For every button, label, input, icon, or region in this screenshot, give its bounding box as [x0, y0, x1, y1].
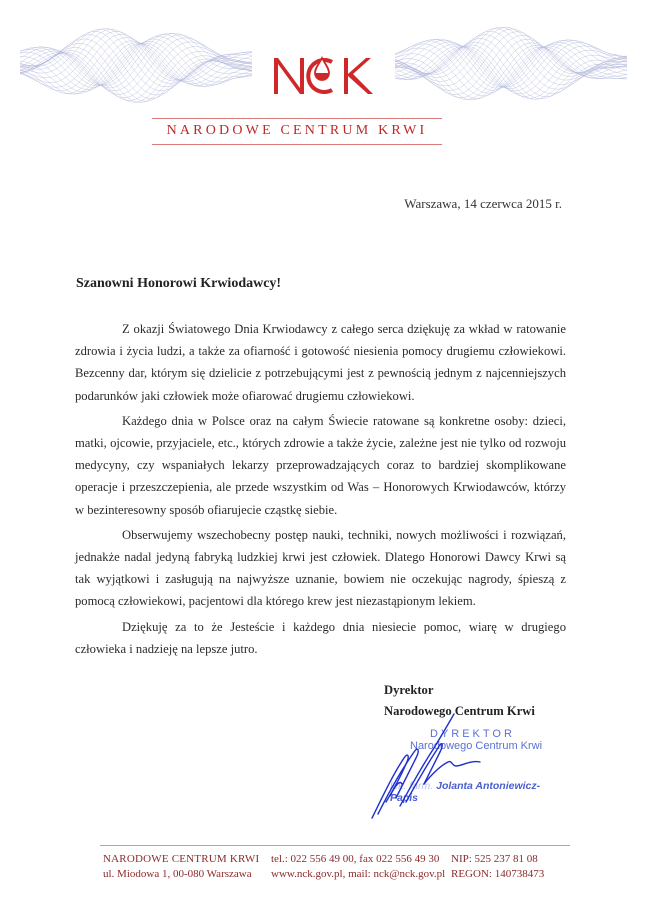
nck-logo [270, 52, 390, 98]
guilloche-line [20, 39, 252, 99]
footer-web-mail[interactable]: www.nck.gov.pl, mail: nck@nck.gov.pl [271, 868, 446, 880]
guilloche-line [395, 29, 627, 85]
guilloche-line [395, 41, 627, 90]
footer-rule [100, 845, 570, 846]
handwritten-signature [370, 710, 490, 820]
guilloche-line [20, 47, 252, 102]
guilloche-line [20, 39, 252, 87]
guilloche-line [395, 41, 627, 89]
guilloche-line [20, 43, 252, 94]
footer-registration [451, 852, 544, 882]
footer-street-address: ul. Miodowa 1, 00-080 Warszawa [103, 868, 252, 880]
signatory-organization: Narodowego Centrum Krwi [384, 704, 535, 718]
letterhead [0, 0, 650, 160]
guilloche-line [395, 46, 627, 100]
stamp-prefix: lek. farm. [390, 780, 434, 792]
footer-org-name: NARODOWE CENTRUM KRWI [103, 853, 260, 865]
organization-name: NARODOWE CENTRUM KRWI [166, 123, 428, 138]
guilloche-line [20, 35, 252, 95]
footer-address [103, 852, 259, 882]
letter-body [75, 318, 566, 663]
guilloche-line [395, 29, 627, 86]
footer-regon: REGON: 140738473 [451, 868, 545, 880]
paragraph: Z okazji Światowego Dnia Krwiodawcy z całego serca dziękuję za wkład w ratowanie zdrowia i życia ludzi, a także za ofiarność i gotowość niesienia pomocy drugiemu człowiekowi. Bezcenny dar, którym się dzielicie z potrzebującymi jest z pewnością jednym z najcenniejszych podarunków jaki człowiek może ofiarować drugiemu człowiekowi. [75, 322, 566, 403]
signatory-title: Dyrektor [384, 683, 434, 697]
guilloche-line [395, 35, 627, 94]
salutation: Szanowni Honorowi Krwiodawcy! [76, 276, 282, 291]
guilloche-line [395, 32, 627, 91]
guilloche-line [20, 42, 252, 98]
nck-logo-mark [270, 52, 390, 98]
org-name-rule-bottom [152, 144, 442, 145]
paragraph: Obserwujemy wszechobecny postęp nauki, techniki, nowych możliwości i rozwiązań, jednakże nadal jedyną fabryką ludzkiej krwi jest człowiek. Dlatego Honorowi Dawcy Krwi są tak wyjątkowi i zasługują na najwyższe uznanie, bowiem nie oczekując nagrody, śpieszą z pomocą człowiekowi, pacjentowi dla którego krew jest niezastąpionym lekiem. [75, 527, 566, 609]
footer-contact [271, 852, 445, 882]
org-name-rule-top [152, 118, 442, 119]
footer-nip: NIP: 525 237 81 08 [451, 853, 538, 865]
stamp-organization: Narodowego Centrum Krwi [410, 740, 543, 752]
guilloche-line [395, 27, 627, 80]
stamp-title: DYREKTOR [430, 728, 515, 740]
date-line: Warszawa, 14 czerwca 2015 r. [404, 196, 562, 211]
guilloche-line [20, 38, 252, 95]
guilloche-line [20, 41, 252, 94]
stamp-name: Jolanta Antoniewicz-Papis [390, 780, 541, 804]
footer-phone-fax: tel.: 022 556 49 00, fax 022 556 49 30 [271, 853, 440, 865]
guilloche-line [395, 43, 627, 91]
paragraph: Dziękuję za to że Jesteście i każdego dnia niesiecie pomoc, wiarę w drugiego człowieka i nadzieję na lepsze jutro. [75, 619, 566, 656]
paragraph: Każdego dnia w Polsce oraz na całym Świecie ratowane są konkretne osoby: dzieci, matki, ojcowie, przyjaciele, etc., których zdrowie a także życie, zależne jest nie tylko od rozwoju medycyny, czy wspaniałych lekarzy przeprowadzających coraz to bardziej skomplikowane operacje i przeszczepienia, ale przede wszystkim od Was – Honorowych Krwiodawców, którzy w bezinteresowny sposób ofiarujecie cząstkę siebie. [75, 413, 566, 517]
